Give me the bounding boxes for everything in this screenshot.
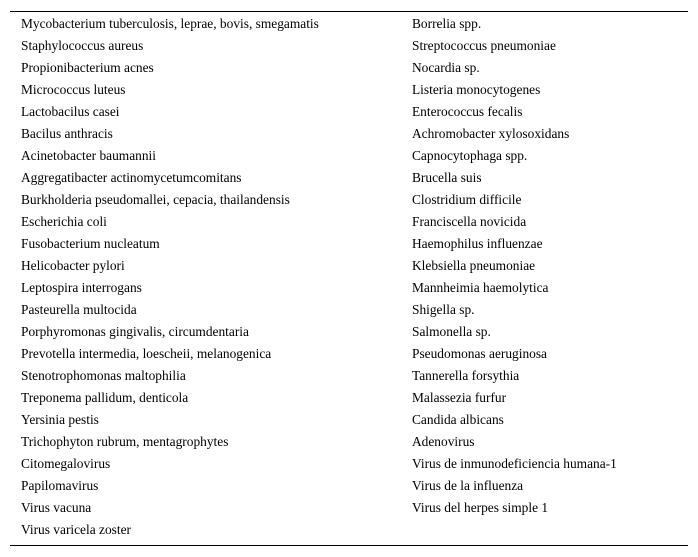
table-row [10,475,688,497]
organism-table [10,13,688,541]
organism-cell-right: Pseudomonas aeruginosa [412,346,547,361]
organism-cell-right: Achromobacter xylosoxidans [412,126,570,141]
organism-cell-left: Micrococcus luteus [21,82,126,97]
organism-cell-left: Acinetobacter baumannii [21,148,156,163]
organism-cell-right: Klebsiella pneumoniae [412,258,536,273]
organism-cell-left: Burkholderia pseudomallei, cepacia, thailandensis [21,192,290,207]
table-row [10,255,688,277]
organism-cell-right: Brucella suis [412,170,482,185]
organism-cell-left: Helicobacter pylori [21,258,125,273]
organism-cell-left: Mycobacterium tuberculosis, leprae, bovis, smegamatis [21,16,319,31]
organism-cell-left: Bacilus anthracis [21,126,113,141]
organism-cell-right: Haemophilus influenzae [412,236,543,251]
organism-cell-left: Papilomavirus [21,478,99,493]
table-row [10,387,688,409]
table-row [10,453,688,475]
table-row [10,365,688,387]
organism-cell-left: Leptospira interrogans [21,280,142,295]
organism-cell-right: Capnocytophaga spp. [412,148,528,163]
organism-cell-left: Trichophyton rubrum, mentagrophytes [21,434,229,449]
organism-cell-left: Fusobacterium nucleatum [21,236,160,251]
table-row [10,211,688,233]
organism-cell-right: Virus de la influenza [412,478,524,493]
organism-cell-right: Candida albicans [412,412,504,427]
organism-cell-left: Staphylococcus aureus [21,38,144,53]
organism-cell-left: Prevotella intermedia, loescheii, melanogenica [21,346,272,361]
table-row [10,299,688,321]
table-row [10,13,688,35]
organism-cell-left: Virus vacuna [21,500,92,515]
organism-cell-right: Streptococcus pneumoniae [412,38,556,53]
organism-cell-right: Tannerella forsythia [412,368,520,383]
organism-cell-right: Listeria monocytogenes [412,82,541,97]
organism-cell-left: Virus varicela zoster [21,522,131,537]
organism-cell-left: Pasteurella multocida [21,302,137,317]
organism-cell-left: Porphyromonas gingivalis, circumdentaria [21,324,249,339]
organism-cell-right: Shigella sp. [412,302,475,317]
organism-cell-right: Salmonella sp. [412,324,491,339]
organism-cell-left: Yersinia pestis [21,412,99,427]
table-row [10,167,688,189]
organism-cell-right [401,519,688,541]
organism-cell-left: Aggregatibacter actinomycetumcomitans [21,170,242,185]
table-row [10,321,688,343]
table-row [10,277,688,299]
table-row [10,145,688,167]
organism-cell-right: Malassezia furfur [412,390,507,405]
organism-cell-right: Virus de inmunodeficiencia humana-1 [412,456,617,471]
organism-cell-right: Adenovirus [412,434,475,449]
organism-cell-right: Clostridium difficile [412,192,522,207]
table-row [10,233,688,255]
organism-cell-left: Escherichia coli [21,214,107,229]
table-row [10,409,688,431]
table-row [10,189,688,211]
organism-cell-left: Stenotrophomonas maltophilia [21,368,186,383]
organism-cell-right: Virus del herpes simple 1 [412,500,549,515]
organism-cell-left: Lactobacilus casei [21,104,120,119]
organism-table-body [10,13,688,541]
table-row [10,35,688,57]
organism-cell-left: Citomegalovirus [21,456,111,471]
organism-cell-right: Nocardia sp. [412,60,480,75]
organism-cell-left: Treponema pallidum, denticola [21,390,189,405]
table-row [10,497,688,519]
table-row [10,57,688,79]
table-row [10,519,688,541]
table-row [10,431,688,453]
table-row [10,79,688,101]
organism-cell-right: Franciscella novicida [412,214,527,229]
organism-cell-right: Enterococcus fecalis [412,104,523,119]
table-row [10,343,688,365]
organism-table-container [10,11,688,546]
table-row [10,123,688,145]
organism-cell-right: Borrelia spp. [412,16,482,31]
organism-cell-left: Propionibacterium acnes [21,60,154,75]
table-row [10,101,688,123]
organism-cell-right: Mannheimia haemolytica [412,280,549,295]
